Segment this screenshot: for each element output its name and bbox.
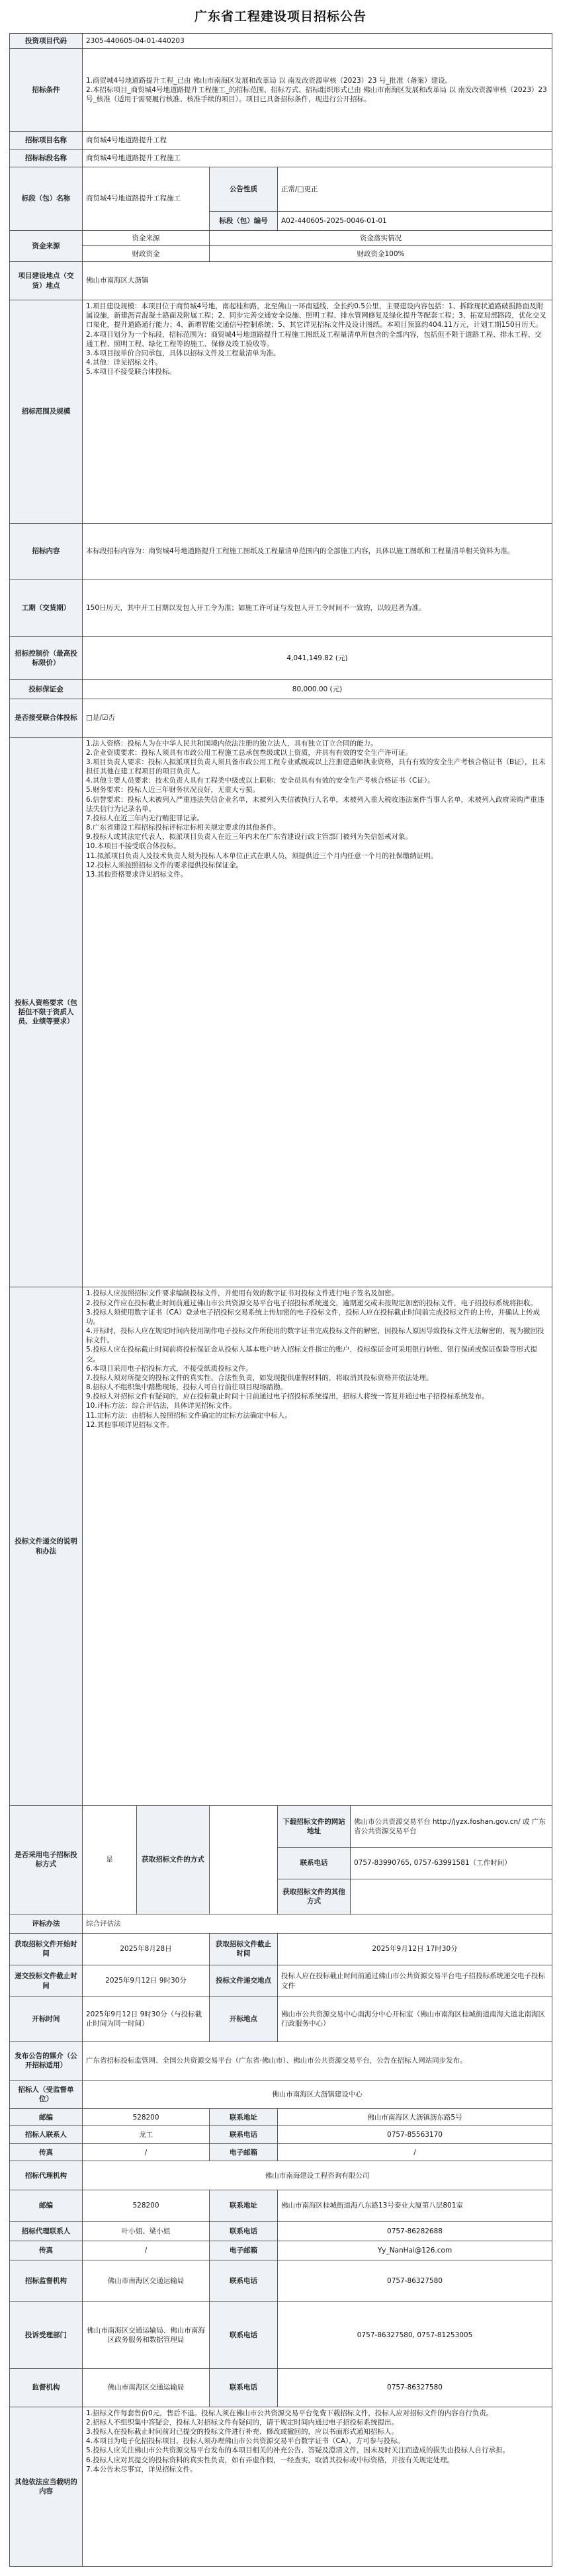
paragraph-line: 1.招标文件每套售价0元，售后不退。投标人须在佛山市公共资源交易平台免费下载招标文件，投标人应对招标文件的内容自行负责。 <box>86 2409 494 2417</box>
paragraph-line: 4.本项目为电子化招投标项目，投标人须办理佛山市公共资源交易平台数字证书（CA），方可参与投标。 <box>86 2437 405 2446</box>
get-start-value: 2025年8月28日 <box>83 1933 210 1965</box>
paragraph-line: 5.投标人应在投标截止时间前将投标保证金从投标人基本账户转入招标文件指定的账户，投标保证金可采用银行转账、银行保函或保证保险等形式提交。 <box>86 1346 538 1363</box>
bidding-method-label: 投标文件递交的说明和办法 <box>10 1287 83 1806</box>
paragraph-line: 11.定标方法：由招标人按照招标文件确定的定标方法确定中标人。 <box>86 1411 292 1420</box>
paragraph-line: 9.投标人或其法定代表人、拟派项目负责人在近三年内未在广东省建设行政主管部门被列为失信惩戒对象。 <box>86 833 413 841</box>
tender-name-label: 招标标段名称 <box>10 149 83 167</box>
row-tenderer-fax <box>10 2143 552 2161</box>
row-appeal <box>10 2368 552 2407</box>
notes-label: 其他依法应当载明的内容 <box>10 2407 83 2566</box>
joint-value: □是/☑否 <box>83 699 552 737</box>
complaint-label: 投诉受理部门 <box>10 2301 83 2368</box>
open-place-label: 开标地点 <box>210 1997 278 2042</box>
paragraph-line: 1.项目建设规模：本项目位于商贸城4号地，南起桂和路，北至佛山一环南延线，全长约0.5公里，主要建设内容包括：1、拆除现状道路破损路面及附属设施，新建沥青混凝土路面及附属工程；2、同步完善交通安全设施、照明工程、排水管网修复及绿化提升等配套工程；3、拓宽局部路段，优化交叉口渠化，提升道路通行能力；4、新增智能交通信号控制系统；5、其它详见招标文件及设计图纸。本项目预算约404.11万元，计划工期150日历天。 <box>86 302 546 329</box>
tenderer-phone-label: 联系电话 <box>210 2126 278 2144</box>
row-content <box>10 523 552 579</box>
eval-method-value: 综合评估法 <box>83 1914 552 1933</box>
row-conditions <box>10 49 552 132</box>
row-location <box>10 262 552 300</box>
agency-label: 招标代理机构 <box>10 2161 83 2190</box>
paragraph-line: 3.本项目按单价合同承包，具体以招标文件及工程量清单为准。 <box>86 349 280 357</box>
get-end-value: 2025年9月12日 17时30分 <box>278 1933 552 1965</box>
appeal-label: 监督机构 <box>10 2368 83 2407</box>
electronic-value: 是 <box>83 1805 137 1914</box>
complaint-value: 佛山市南海区交通运输局、佛山市南海区政务服务和数据管理局 <box>83 2301 210 2368</box>
paragraph-line: 12.投标人须按照招标文件的要求提供投标保证金。 <box>86 861 243 869</box>
paragraph-line: 4.开标时，投标人应在规定时间内使用制作电子投标文件所使用的数字证书完成投标文件的解密，因投标人原因导致投标文件无法解密的，视为撤回投标文件。 <box>86 1327 544 1345</box>
row-open <box>10 1997 552 2042</box>
row-project-name <box>10 132 552 150</box>
paragraph-line: 1.法人资格：投标人为在中华人民共和国境内依法注册的独立法人，具有独立订立合同的能力。 <box>86 739 378 748</box>
complaint-phone-label: 联系电话 <box>210 2301 278 2368</box>
deposit-label: 投标保证金 <box>10 679 83 699</box>
tenderer-fax-label: 传真 <box>10 2143 83 2161</box>
page-title: 广东省工程建设项目招标公告 <box>194 9 367 24</box>
funding-source-header: 资金来源 <box>83 230 210 245</box>
paragraph-line: 3.投标人在投标截止时间前对已提交的投标文件进行补充、修改或撤回的，应以书面形式通知招标人。 <box>86 2428 399 2436</box>
qualification-value <box>83 737 552 1287</box>
download-value[interactable]: 佛山市公共资源交易平台 http://jyzx.foshan.gov.cn/ 或 广东省公共资源交易平台 <box>351 1805 552 1847</box>
paragraph-line: 7.投标人在近三年内无行贿犯罪记录。 <box>86 814 204 822</box>
paragraph-line: 2.本招标项目_商贸城4号地道路提升工程施工_的招标范围、招标方式、招标组织形式已由 佛山市南海区发展和改革局 以 南发改资源审核（2023）23号_核准（适用于需要履行核准、核准手续的项目）。项目已具备招标条件，现进行公开招标。 <box>86 86 547 104</box>
paragraph-line: 8.广东省建设工程招标投标评标定标相关规定要求的其他条件。 <box>86 824 280 832</box>
agency-fax-value: / <box>83 2241 210 2260</box>
row-eval-method <box>10 1914 552 1933</box>
row-funding-header <box>10 230 552 245</box>
bidding-method-value <box>83 1287 552 1806</box>
row-publish <box>10 2041 552 2080</box>
notes-value <box>83 2407 552 2566</box>
deadline-label: 递交投标文件截止时间 <box>10 1965 83 1996</box>
funding-ratio-value: 财政资金100% <box>210 246 552 262</box>
content-value: 本标段招标内容为：商贸城4号地道路提升工程施工图纸及工程量清单范围内的全部施工内容，具体以施工图纸和工程量清单相关资料为准。 <box>83 523 552 579</box>
agency-contact-label: 招标代理联系人 <box>10 2222 83 2241</box>
paragraph-line: 5.本项目不接受联合体投标。 <box>86 368 177 376</box>
tenderer-contact-value: 龙工 <box>83 2126 210 2144</box>
row-tenderer-contact <box>10 2126 552 2144</box>
row-supervisor <box>10 2260 552 2301</box>
paragraph-line: 3.项目负责人要求：投标人拟派项目负责人须具备市政公用工程专业贰级或以上注册建造师执业资格，具有有效的安全生产考核合格证书（B证），且未担任其他在建工程项目的项目负责人。 <box>86 757 546 776</box>
paragraph-line: 2.投标文件应在投标截止时间前通过佛山市公共资源交易平台电子招投标系统递交，逾期递交或未按规定加密的投标文件，电子招投标系统将拒收。 <box>86 1299 538 1307</box>
tenderer-label: 招标人（受监督单位） <box>10 2080 83 2108</box>
row-agency-addr <box>10 2190 552 2221</box>
paragraph-line: 9.投标人对招标文件有疑问的，应在投标截止时间十日前通过电子招投标系统提出，招标人将统一答复并通过电子招投标系统发布。 <box>86 1393 489 1401</box>
paragraph-line: 13.其他资格要求详见招标文件。 <box>86 870 188 879</box>
deposit-value: 80,000.00 (元) <box>83 679 552 699</box>
paragraph-line: 2.企业资质要求：投标人须具有市政公用工程施工总承包叁级或以上资质，并具有有效的安全生产许可证。 <box>86 748 413 757</box>
paragraph-line: 2.招标人不组织集中答疑会，投标人对招标文件有疑问的，请于规定时间内通过电子招投标系统提出。 <box>86 2418 399 2426</box>
tenderer-email-value: / <box>278 2143 552 2161</box>
tenderer-addr-label: 联系地址 <box>210 2108 278 2126</box>
tender-code-value: A02-440605-2025-0046-01-01 <box>278 212 552 231</box>
row-bidding-method <box>10 1287 552 1806</box>
location-value: 佛山市南海区大沥镇 <box>83 262 552 300</box>
row-project-code <box>10 34 552 49</box>
tenderer-fax-value: / <box>83 2143 210 2161</box>
agency-contact-value: 叶小姐、梁小姐 <box>83 2222 210 2241</box>
tender-notice-table <box>9 33 552 2567</box>
funding-label: 资金来源 <box>10 230 83 261</box>
open-place-value: 佛山市公共资源交易中心南海分中心开标室（佛山市南海区桂城街道南海大道北南海区行政服务中心） <box>278 1997 552 2042</box>
paragraph-line: 4.其他：详见招标文件。 <box>86 359 163 367</box>
agency-fax-label: 传真 <box>10 2241 83 2260</box>
download-tel-label: 联系电话 <box>278 1847 351 1879</box>
content-label: 招标内容 <box>10 523 83 579</box>
eval-method-label: 评标办法 <box>10 1914 83 1933</box>
row-qualification <box>10 737 552 1287</box>
row-tenderer <box>10 2080 552 2108</box>
project-code-label: 投资项目代码 <box>10 34 83 49</box>
tenderer-phone-value: 0757-85563170 <box>278 2126 552 2144</box>
project-code-value: 2305-440605-04-01-440203 <box>83 34 552 49</box>
agency-email-value[interactable]: Yy_NanHai@126.com <box>278 2241 552 2260</box>
submit-place-value: 投标人应在投标截止时间前通过佛山市公共资源交易平台电子招投标系统递交电子投标文件 <box>278 1965 552 1996</box>
supervisor-label: 招标监督机构 <box>10 2260 83 2301</box>
agency-zip-value: 528200 <box>83 2190 210 2221</box>
tenderer-addr-value: 佛山市南海区大沥镇沥东路5号 <box>278 2108 552 2126</box>
supervisor-phone-value: 0757-86327580 <box>278 2260 552 2301</box>
notice-type-value: 正常/□更正 <box>278 167 552 212</box>
paragraph-line: 6.投标人应对其提交的投标资料的真实性负责，如有弄虚作假，一经查实，取消其投标或中标资格，并按有关规定处理。 <box>86 2456 454 2464</box>
tender-name-value: 商贸城4号地道路提升工程施工 <box>83 149 552 167</box>
funding-source-value: 财政资金 <box>83 246 210 262</box>
tenderer-contact-label: 招标人联系人 <box>10 2126 83 2144</box>
appeal-value: 佛山市南海区交通运输局 <box>83 2368 210 2407</box>
paragraph-line: 12.其他事项详见招标文件。 <box>86 1420 174 1429</box>
row-notes <box>10 2407 552 2566</box>
deadline-value: 2025年9月12日 9时30分 <box>83 1965 210 1996</box>
download-tel-value: 0757-83990765, 0757-63991581（工作时间） <box>351 1847 552 1879</box>
period-label: 工期（交货期） <box>10 579 83 636</box>
other-method-label: 获取招标文件的其他方式 <box>278 1879 351 1914</box>
agency-zip-label: 邮编 <box>10 2190 83 2221</box>
get-end-label: 获取招标文件截止时间 <box>210 1933 278 1965</box>
tenderer-email-label: 电子邮箱 <box>210 2143 278 2161</box>
control-price-value: 4,041,149.82 (元) <box>83 636 552 679</box>
notice-type-label: 公告性质 <box>210 167 278 212</box>
other-method-value <box>351 1879 552 1914</box>
qualification-label: 投标人资格要求（包括但不限于资质人员、业绩等要求） <box>10 737 83 1287</box>
electronic-label: 是否采用电子招标投标方式 <box>10 1805 83 1914</box>
tenderer-value: 佛山市南海区大沥镇建设中心 <box>83 2080 552 2108</box>
submit-place-label: 投标文件递交地点 <box>210 1965 278 1996</box>
row-tender-info <box>10 167 552 212</box>
joint-label: 是否接受联合体投标 <box>10 699 83 737</box>
agency-email-label: 电子邮箱 <box>210 2241 278 2260</box>
paragraph-line: 10.评标方法：综合评估法，具体详见招标文件。 <box>86 1402 236 1410</box>
scope-value <box>83 300 552 524</box>
tender-section-label: 标段（包）名称 <box>10 167 83 230</box>
agency-addr-label: 联系地址 <box>210 2190 278 2221</box>
paragraph-line: 5.投标人应关注佛山市公共资源交易平台发布的本项目相关的补充公告、答疑及澄清文件，因未及时关注而造成的损失由投标人自行承担。 <box>86 2446 510 2455</box>
agency-addr-value: 佛山市南海区桂城街道海八东路13号泰业大厦第八层801室 <box>278 2190 552 2221</box>
supervisor-value: 佛山市南海区交通运输局 <box>83 2260 210 2301</box>
complaint-phone-value: 0757-86327580, 0757-81253005 <box>278 2301 552 2368</box>
paragraph-line: 3.投标人须使用数字证书（CA）登录电子招投标交易系统上传加密的电子投标文件，投标人应在投标截止时间前完成投标文件的上传，并确认上传成功。 <box>86 1308 540 1326</box>
funding-ratio-header: 资金落实情况 <box>210 230 552 245</box>
row-joint <box>10 699 552 737</box>
project-name-value: 商贸城4号地道路提升工程 <box>83 132 552 150</box>
appeal-phone-label: 联系电话 <box>210 2368 278 2407</box>
open-time-value: 2025年9月12日 9时30分（与投标截止时间为同一时间） <box>83 1997 210 2042</box>
row-electronic-a <box>10 1805 552 1847</box>
conditions-label: 招标条件 <box>10 49 83 132</box>
row-period <box>10 579 552 636</box>
row-deposit <box>10 679 552 699</box>
paragraph-line: 8.招标人不组织集中踏勘现场，投标人可自行前往项目现场踏勘。 <box>86 1383 288 1392</box>
paragraph-line: 1.投标人应按照招标文件要求编制投标文件，并使用有效的数字证书对投标文件进行电子签名及加密。 <box>86 1289 399 1298</box>
agency-phone-label: 联系电话 <box>210 2222 278 2241</box>
paragraph-line: 11.拟派项目负责人及技术负责人须为投标人本单位正式在职人员，须提供近三个月内任意一个月的社保缴纳证明。 <box>86 851 438 860</box>
paragraph-line: 1.商贸城4号地道路提升工程_已由 佛山市南海区发展和改革局 以 南发改资源审核（2023）23 号_批准（备案）建设。 <box>86 77 453 85</box>
get-method-label: 获取招标文件的方式 <box>137 1805 210 1914</box>
tender-section-value: 商贸城4号地道路提升工程施工 <box>83 167 210 230</box>
location-label: 项目建设地点（交货）地点 <box>10 262 83 300</box>
supervisor-phone-label: 联系电话 <box>210 2260 278 2301</box>
row-tenderer-addr <box>10 2108 552 2126</box>
row-funding-values <box>10 246 552 262</box>
agency-phone-value: 0757-86282688 <box>278 2222 552 2241</box>
row-complaint <box>10 2301 552 2368</box>
row-agency-fax <box>10 2241 552 2260</box>
paragraph-line: 7.投标人须对所提交的投标文件的真实性、合法性负责，如发现提供虚假材料的，将取消其投标资格并依法处理。 <box>86 1373 433 1382</box>
control-price-label: 招标控制价（最高投标限价） <box>10 636 83 679</box>
paragraph-line: 10.本项目不接受联合体投标。 <box>86 842 181 851</box>
open-time-label: 开标时间 <box>10 1997 83 2042</box>
agency-value: 佛山市南海建设工程咨询有限公司 <box>83 2161 552 2190</box>
get-method-blank <box>210 1805 278 1914</box>
row-get-times <box>10 1933 552 1965</box>
get-start-label: 获取招标文件开始时间 <box>10 1933 83 1965</box>
tender-code-label: 标段（包）编号 <box>210 212 278 231</box>
paragraph-line: 4.其他主要人员要求：技术负责人具有工程类中级或以上职称；安全员具有有效的安全生产考核合格证书（C证）。 <box>86 777 435 785</box>
publish-value: 广东省招标投标监管网、全国公共资源交易平台（广东省·佛山市）、佛山市公共资源交易平台，公告在招标人网站同步发布。 <box>83 2041 552 2080</box>
row-scope <box>10 300 552 524</box>
paragraph-line: 7.本公告未尽事宜，详见招标文件。 <box>86 2465 197 2473</box>
paragraph-line: 5.财务要求：投标人近三年财务状况良好，无重大亏损。 <box>86 786 260 794</box>
scope-label: 招标范围及规模 <box>10 300 83 524</box>
row-deadline <box>10 1965 552 1996</box>
paragraph-line: 6.本项目采用电子招投标方式，不接受纸质投标文件。 <box>86 1364 253 1373</box>
row-tender-name <box>10 149 552 167</box>
conditions-value <box>83 49 552 132</box>
paragraph-line: 6.信誉要求：投标人未被列入严重违法失信企业名单，未被列入失信被执行人名单，未被列入重大税收违法案件当事人名单，未被列入政府采购严重违法失信行为记录名单。 <box>86 795 544 813</box>
paragraph-line: 2.本项目划分为一个标段，招标范围为：商贸城4号地道路提升工程施工图纸及工程量清单所包含的全部内容，包括但不限于道路工程、排水工程、交通工程、照明工程、绿化工程等的施工、保修及竣工验收等。 <box>86 330 542 348</box>
download-label: 下载招标文件的网站地址 <box>278 1805 351 1847</box>
row-agency <box>10 2161 552 2190</box>
appeal-phone-value: 0757-86327580 <box>278 2368 552 2407</box>
period-value: 150日历天，其中开工日期以发包人开工令为准；如施工许可证与发包人开工令时间不一致的，以较迟者为准。 <box>83 579 552 636</box>
project-name-label: 招标项目名称 <box>10 132 83 150</box>
row-control-price <box>10 636 552 679</box>
row-agency-contact <box>10 2222 552 2241</box>
publish-label: 发布公告的媒介（公开招标适用） <box>10 2041 83 2080</box>
tenderer-zip-label: 邮编 <box>10 2108 83 2126</box>
tenderer-zip-value: 528200 <box>83 2108 210 2126</box>
